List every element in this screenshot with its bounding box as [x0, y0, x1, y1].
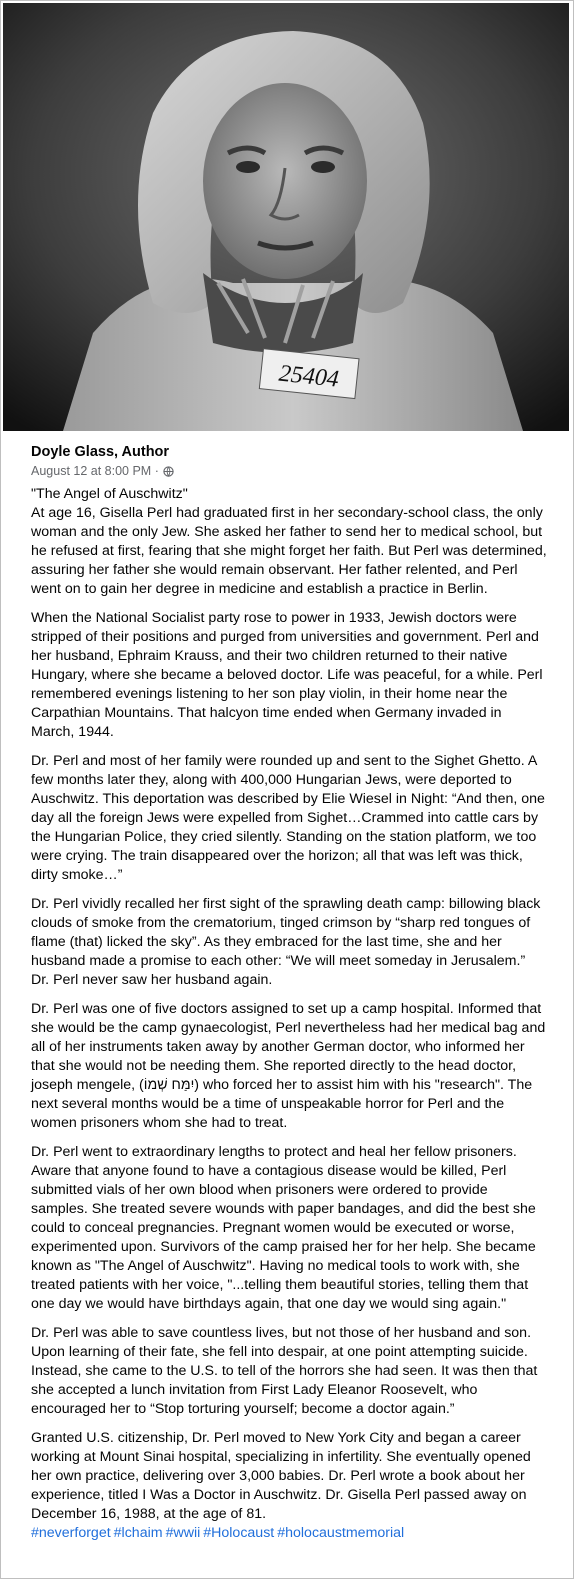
- post-timestamp[interactable]: August 12 at 8:00 PM ·: [31, 464, 159, 478]
- post-photo[interactable]: [3, 3, 569, 431]
- post-content: [31, 442, 547, 1543]
- post-paragraph: Dr. Perl was able to save countless lives, but not those of her husband and son. Upon learning of their fate, she fell into despair, at one point attempting suicide. Instead, she came to the U.S. to tell of the horrors she had seen. It was then that she accepted a lunch invitation from First Lady Eleanor Roosevelt, who encouraged her to “Stop torturing yourself; become a doctor again.”: [31, 1325, 538, 1417]
- hashtag-link[interactable]: #lchaim: [113, 1525, 163, 1541]
- hashtag-link[interactable]: #Holocaust: [203, 1525, 275, 1541]
- post-meta: [31, 462, 547, 480]
- hashtag-link[interactable]: #neverforget: [31, 1525, 111, 1541]
- post-paragraph: "The Angel of Auschwitz" At age 16, Gisella Perl had graduated first in her secondary-school class, the only woman and the only Jew. She asked her father to send her to medical school, but he refused at first, fearing that she might forget her faith. But Perl was determined, assuring her father she would remain observant. Her father relented, and Perl went on to gain her degree in medicine and establish a practice in Berlin.: [31, 486, 547, 597]
- portrait-image: [3, 3, 569, 431]
- post-paragraph: Dr. Perl was one of five doctors assigned to set up a camp hospital. Informed that she would be the camp gynaecologist, Perl nevertheless had her medical bag and all of her instruments taken away by another German doctor, who informed her that she would not be needing them. She reported directly to the head doctor, joseph mengele, (יִמַּח שְׁמוֹ) who forced her to assist him with his "research". The next several months would be a time of unspeakable horror for Perl and the women prisoners whom she had to treat.: [31, 1001, 546, 1131]
- post-paragraph: Dr. Perl went to extraordinary lengths to protect and heal her fellow prisoners. Aware that anyone found to have a contagious disease would be killed, Perl submitted vials of her own blood when prisoners were ordered to provide samples. She treated severe wounds with paper bandages, and did the best she could to conceal pregnancies. Pregnant women would be executed or worse, experimented upon. Survivors of the camp praised her for her help. She became known as "The Angel of Auschwitz". Having no medical tools to work with, she treated patients with her voice, "...telling them beautiful stories, telling them that one day we would have birthdays again, that one day we would sing again.": [31, 1144, 536, 1312]
- hashtag-link[interactable]: #wwii: [165, 1525, 201, 1541]
- post-body: [31, 485, 547, 1524]
- post-paragraph: When the National Socialist party rose to power in 1933, Jewish doctors were stripped of their positions and purged from universities and government. Perl and her husband, Ephraim Krauss, and their two children returned to their native Hungary, where she became a beloved doctor. Life was peaceful, for a while. Perl remembered evenings listening to her son play violin, in their home near the Carpathian Mountains. That halcyon time ended when Germany invaded in March, 1944.: [31, 610, 543, 740]
- hashtag-link[interactable]: #holocaustmemorial: [277, 1525, 405, 1541]
- post-paragraph: Dr. Perl vividly recalled her first sight of the sprawling death camp: billowing black clouds of smoke from the crematorium, tinged crimson by “sharp red tongues of flame (that) licked the sky”. As they embraced for the last time, she and her husband made a promise to each other: “We will meet someday in Jerusalem.” Dr. Perl never saw her husband again.: [31, 896, 541, 988]
- globe-icon[interactable]: [163, 466, 174, 477]
- prisoner-number: 25404: [277, 360, 341, 393]
- hashtag-list: [31, 1524, 547, 1543]
- post-paragraph: Granted U.S. citizenship, Dr. Perl moved to New York City and began a career working at Mount Sinai hospital, specializing in infertility. She eventually opened her own practice, delivering over 3,000 babies. Dr. Perl wrote a book about her experience, titled I Was a Doctor in Auschwitz. Dr. Gisella Perl passed away on December 16, 1988, at the age of 81.: [31, 1430, 531, 1522]
- post-paragraph: Dr. Perl and most of her family were rounded up and sent to the Sighet Ghetto. A few months later they, along with 400,000 Hungarian Jews, were deported to Auschwitz. This deportation was described by Elie Wiesel in Night: “And then, one day all the foreign Jews were expelled from Sighet…Crammed into cattle cars by the Hungarian Police, they cried silently. Standing on the station platform, we too were crying. The train disappeared over the horizon; all that was left was thick, dirty smoke…”: [31, 753, 545, 883]
- post-author[interactable]: Doyle Glass, Author: [31, 444, 170, 460]
